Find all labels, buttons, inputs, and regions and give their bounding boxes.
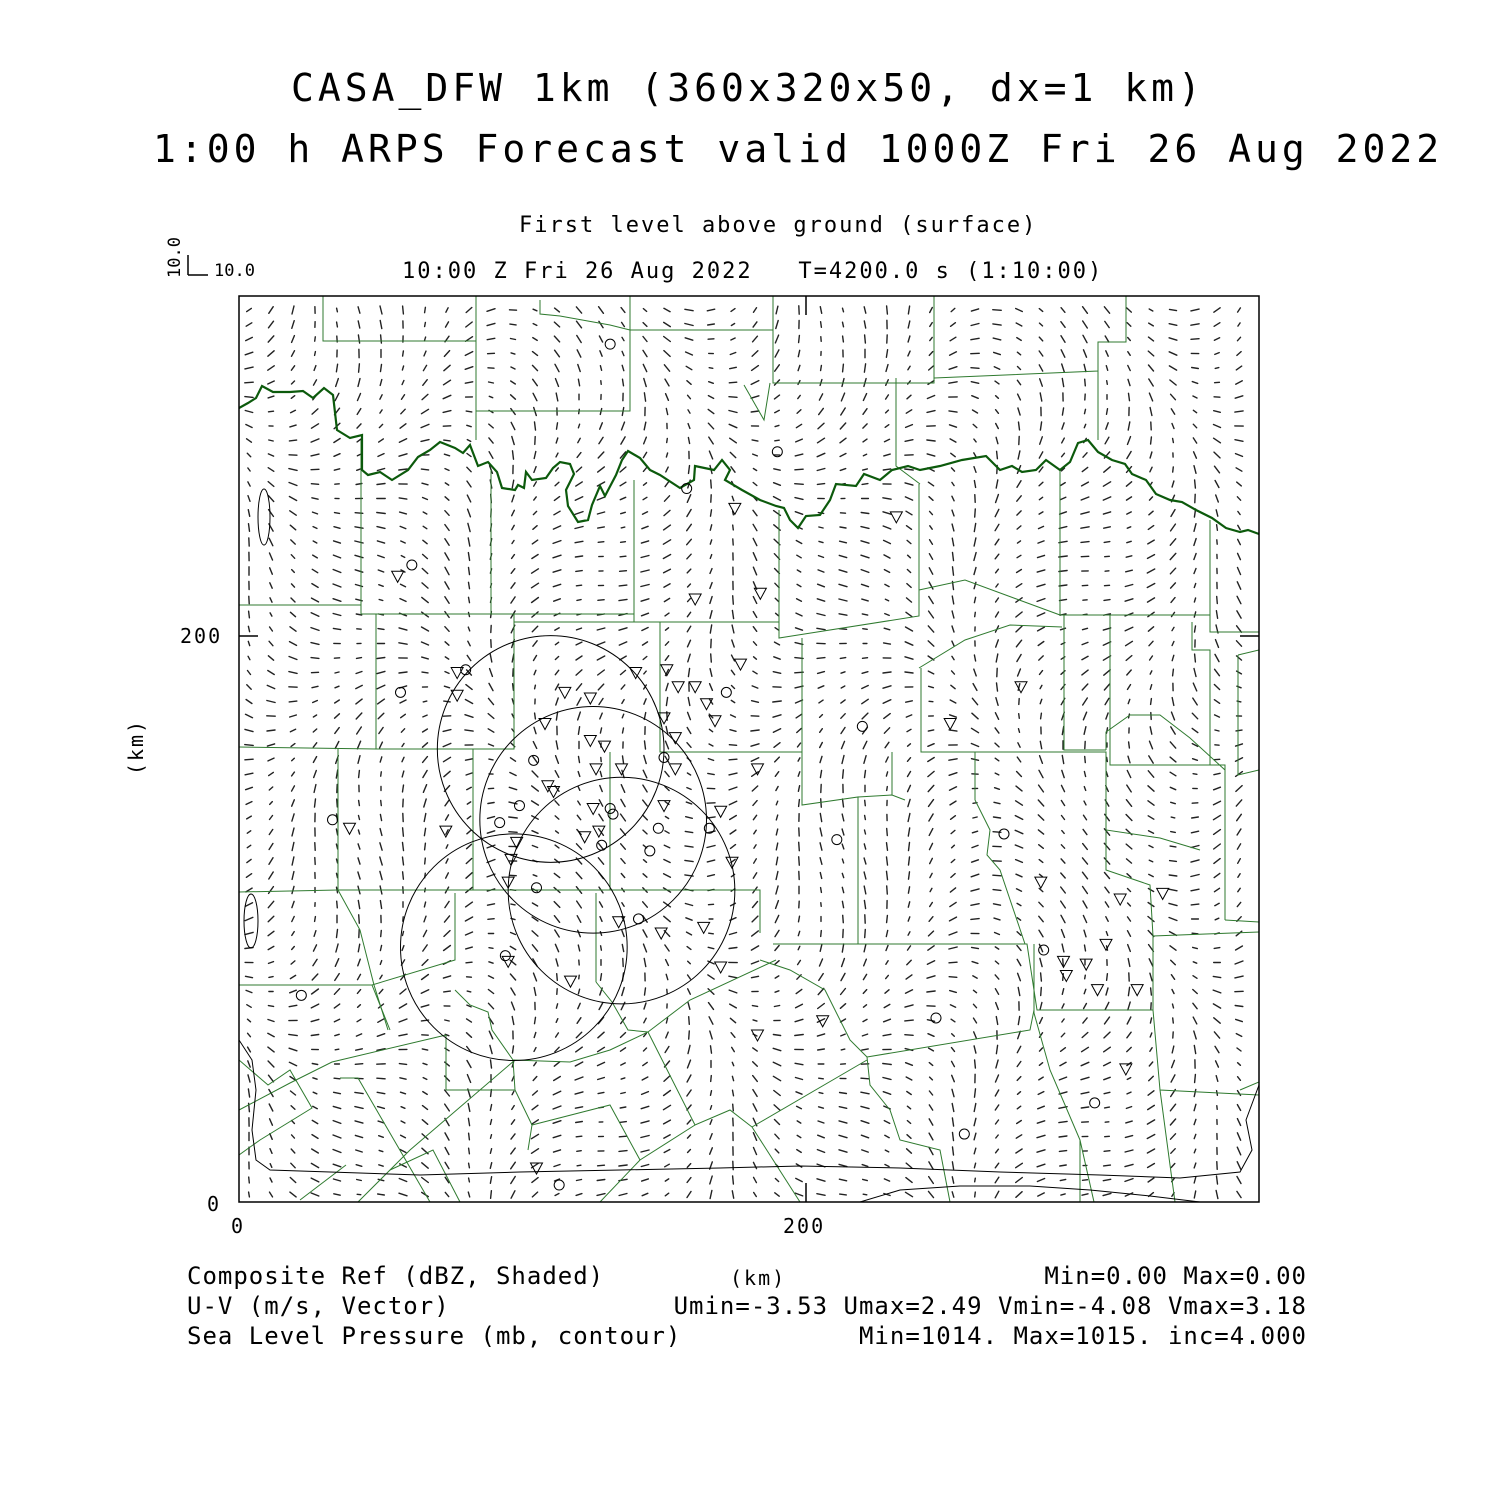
station-triangle-marker [1100, 939, 1112, 950]
station-triangle-marker [658, 801, 670, 812]
station-triangle-marker [715, 962, 727, 973]
station-triangle-marker [689, 682, 701, 693]
title-line-1: CASA_DFW 1km (360x320x50, dx=1 km) [291, 66, 1205, 110]
station-triangle-marker [735, 659, 747, 670]
station-circle-marker [500, 951, 510, 961]
station-triangle-marker [689, 594, 701, 605]
x-tick-200: 200 [783, 1214, 826, 1238]
station-triangle-marker [715, 806, 727, 817]
field-1-stats: Min=0.00 Max=0.00 [1044, 1262, 1307, 1290]
x-axis-label: (km) [730, 1266, 787, 1290]
y-tick-200: 200 [180, 624, 223, 648]
station-triangle-marker [1092, 985, 1104, 996]
station-triangle-marker [616, 764, 628, 775]
station-triangle-marker [752, 764, 764, 775]
station-circle-marker [407, 560, 417, 570]
station-circle-marker [721, 687, 731, 697]
title-line-2: 1:00 h ARPS Forecast valid 1000Z Fri 26 Aug 2022 [153, 127, 1444, 171]
station-triangle-marker [539, 719, 551, 730]
station-circle-marker [495, 818, 505, 828]
station-triangle-marker [1080, 959, 1092, 970]
station-triangle-marker [672, 682, 684, 693]
station-circle-marker [396, 687, 406, 697]
station-triangle-marker [584, 736, 596, 747]
level-label: First level above ground (surface) [519, 213, 1038, 238]
field-2-stats: Umin=-3.53 Umax=2.49 Vmin=-4.08 Vmax=3.18 [673, 1292, 1307, 1320]
station-triangle-marker [1120, 1064, 1132, 1075]
county-boundaries [239, 296, 1259, 1202]
station-circle-marker [645, 846, 655, 856]
time-label: 10:00 Z Fri 26 Aug 2022 T=4200.0 s (1:10:00) [402, 259, 1104, 284]
station-circle-marker [1090, 1098, 1100, 1108]
station-triangle-marker [729, 503, 741, 514]
station-triangle-marker [709, 716, 721, 727]
radar-range-rings [400, 636, 734, 1061]
station-circle-marker [1039, 945, 1049, 955]
x-tick-0: 0 [231, 1214, 246, 1238]
vector-scale-key [165, 237, 255, 281]
station-triangle-marker [669, 764, 681, 775]
field-3-name: Sea Level Pressure (mb, contour) [187, 1322, 682, 1350]
radar-ring-3 [508, 777, 735, 1004]
state-boundary-red-river [239, 386, 1259, 534]
station-circle-marker [999, 829, 1009, 839]
station-triangle-marker [565, 976, 577, 987]
station-circle-marker [515, 801, 525, 811]
station-triangle-marker [440, 826, 452, 837]
y-axis-label: (km) [124, 718, 149, 776]
station-circle-marker [328, 815, 338, 825]
station-circle-marker [296, 990, 306, 1000]
vector-scale-v-label: 10.0 [165, 237, 185, 278]
station-circle-marker [931, 1013, 941, 1023]
station-triangle-marker [584, 693, 596, 704]
station-circle-marker [634, 914, 644, 924]
station-triangle-marker [1015, 682, 1027, 693]
field-1-name: Composite Ref (dBZ, Shaded) [187, 1262, 605, 1290]
station-circle-marker [832, 835, 842, 845]
station-triangle-marker [752, 1030, 764, 1041]
radar-ring-4 [400, 834, 627, 1061]
station-circle-marker [959, 1129, 969, 1139]
station-triangle-marker [944, 719, 956, 730]
station-circle-marker [597, 840, 607, 850]
station-triangle-marker [1035, 877, 1047, 888]
station-circle-marker [605, 339, 615, 349]
station-circle-marker [554, 1180, 564, 1190]
station-triangle-marker [1157, 888, 1169, 899]
station-circle-marker [653, 823, 663, 833]
station-triangle-marker [890, 512, 902, 523]
station-triangle-marker [344, 823, 356, 834]
station-triangle-marker [1114, 894, 1126, 905]
station-triangle-marker [698, 922, 710, 933]
station-triangle-marker [392, 571, 404, 582]
station-triangle-marker [559, 687, 571, 698]
station-triangle-marker [754, 588, 766, 599]
station-triangle-marker [655, 928, 667, 939]
station-triangle-marker [587, 803, 599, 814]
field-2-name: U-V (m/s, Vector) [187, 1292, 450, 1320]
station-circle-marker [857, 721, 867, 731]
vector-scale-u-label: 10.0 [214, 261, 255, 281]
y-tick-0: 0 [207, 1192, 222, 1216]
station-triangle-marker [1131, 985, 1143, 996]
field-3-stats: Min=1014. Max=1015. inc=4.000 [858, 1322, 1307, 1350]
